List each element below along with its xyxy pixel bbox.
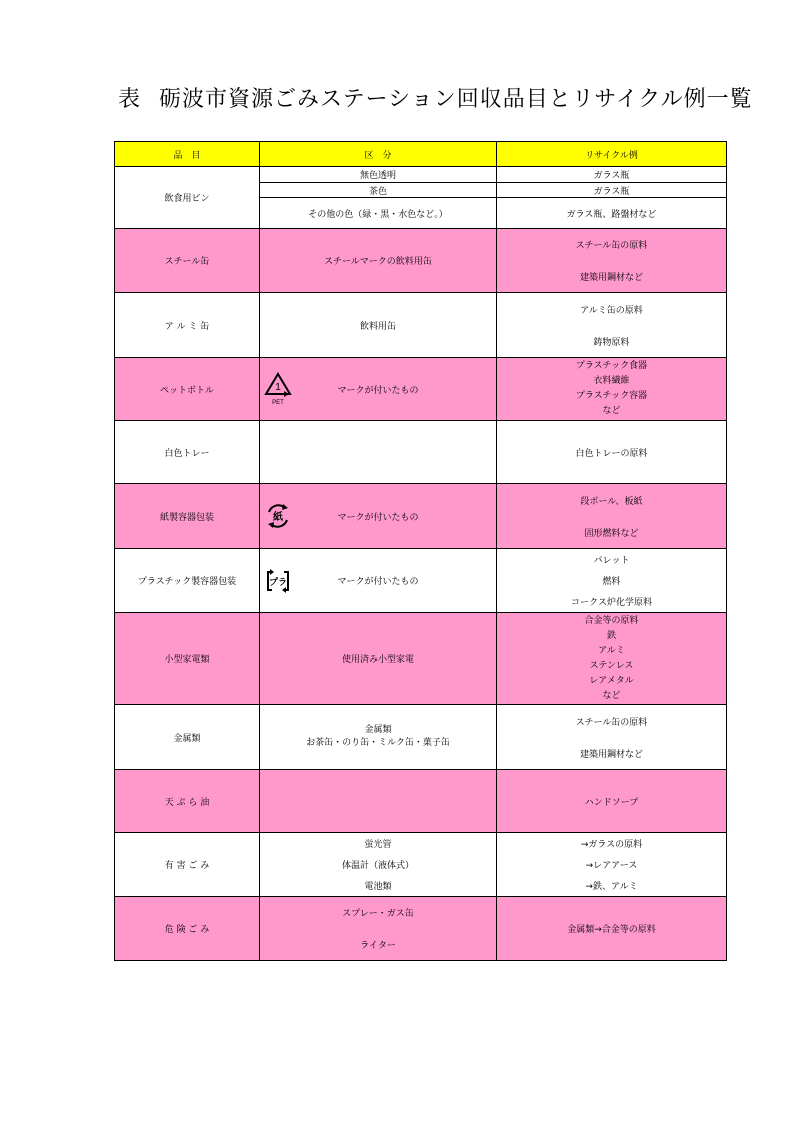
title-prefix: 表 — [118, 87, 142, 112]
table-row — [115, 421, 727, 484]
recycle-line: 固形燃料など — [584, 528, 639, 539]
category-cell — [260, 421, 497, 484]
recycle-line: 鋳物原料 — [593, 337, 630, 348]
category-cell — [260, 770, 497, 833]
category-line: 電池類 — [364, 882, 392, 892]
category-line: お茶缶・のり缶・ミルク缶・菓子缶 — [306, 738, 450, 748]
recycle-cell — [497, 613, 727, 705]
recycle-cell: ガラス瓶 — [497, 183, 727, 198]
recycle-line: など — [602, 406, 621, 416]
item-cell: スチール缶 — [115, 229, 260, 293]
recycle-cell: ガラス瓶、路盤材など — [497, 198, 727, 229]
item-cell: プラスチック製容器包装 — [115, 549, 260, 613]
table-row — [115, 549, 727, 613]
category-cell: 飲料用缶 — [260, 293, 497, 358]
recycle-cell — [497, 358, 727, 421]
table-row — [115, 705, 727, 770]
recycle-line: など — [602, 690, 621, 701]
recycle-cell — [497, 833, 727, 897]
table-row — [115, 167, 727, 183]
recycle-line: →レアアース — [585, 861, 638, 871]
recycle-line: レアメタル — [589, 675, 634, 686]
table-header-row — [115, 142, 727, 167]
header-recycle: リサイクル例 — [497, 142, 727, 167]
recycle-line: パレット — [593, 556, 630, 566]
category-cell — [260, 484, 497, 549]
category-text: マークが付いたもの — [337, 577, 419, 587]
recycle-line: プラスチック食器 — [575, 361, 648, 371]
recycle-line: →ガラスの原料 — [580, 840, 643, 850]
recycle-cell: ハンドソープ — [497, 770, 727, 833]
category-cell — [260, 897, 497, 961]
category-cell: 茶色 — [260, 183, 497, 198]
item-cell: ペットボトル — [115, 358, 260, 421]
pet-mark-label: PET — [272, 400, 284, 406]
recycle-line: 建築用鋼材など — [579, 272, 643, 283]
recycle-line: →鉄、アルミ — [585, 882, 638, 892]
table-row — [115, 897, 727, 961]
recycle-line: 衣料繊維 — [593, 376, 630, 386]
recycle-line: 段ボール、板紙 — [580, 496, 643, 507]
category-cell — [260, 705, 497, 770]
recycle-cell: 白色トレーの原料 — [497, 421, 727, 484]
category-cell — [260, 833, 497, 897]
item-cell: ア ル ミ 缶 — [115, 293, 260, 358]
table-row — [115, 833, 727, 897]
recycle-line: スチール缶の原料 — [575, 717, 648, 728]
category-line: スプレー・ガス缶 — [342, 909, 414, 920]
paper-recycle-mark-icon — [264, 502, 292, 530]
recycle-line: 建築用鋼材など — [579, 749, 643, 760]
category-text: マークが付いたもの — [337, 512, 419, 523]
recycle-line: 合金等の原料 — [584, 615, 639, 626]
recycle-line: 鉄 — [606, 630, 616, 641]
recycle-cell — [497, 549, 727, 613]
item-cell: 危 険 ご み — [115, 897, 260, 961]
category-cell — [260, 549, 497, 613]
table-row — [115, 613, 727, 705]
category-cell: スチールマークの飲料用缶 — [260, 229, 497, 293]
category-cell: その他の色（緑・黒・水色など。） — [260, 198, 497, 229]
item-cell: 白色トレー — [115, 421, 260, 484]
plastic-mark-label: プラ — [268, 577, 288, 588]
item-cell: 有 害 ご み — [115, 833, 260, 897]
recycle-cell — [497, 293, 727, 358]
recycle-cell: 金属類→合金等の原料 — [497, 897, 727, 961]
plastic-recycle-mark-icon — [264, 567, 292, 595]
item-cell: 金属類 — [115, 705, 260, 770]
recycle-cell — [497, 705, 727, 770]
paper-mark-label: 紙 — [273, 512, 283, 523]
table-row — [115, 229, 727, 293]
item-cell: 小型家電類 — [115, 613, 260, 705]
header-category: 区 分 — [260, 142, 497, 167]
recycle-line: スチール缶の原料 — [575, 241, 648, 252]
category-line: 体温計（液体式） — [341, 861, 414, 871]
table-row — [115, 358, 727, 421]
recycle-line: アルミ缶の原料 — [580, 305, 643, 316]
recycle-cell: ガラス瓶 — [497, 167, 727, 183]
category-text: マークが付いたもの — [337, 385, 419, 396]
category-cell — [260, 358, 497, 421]
recycle-line: アルミ — [598, 645, 625, 656]
table-row — [115, 293, 727, 358]
recycle-cell — [497, 484, 727, 549]
category-line: 金属類 — [364, 725, 392, 735]
recycle-cell — [497, 229, 727, 293]
header-item: 品 目 — [115, 142, 260, 167]
recycle-line: 燃料 — [602, 577, 621, 587]
item-cell: 飲食用ビン — [115, 167, 260, 229]
recycle-line: ステンレス — [589, 660, 634, 671]
item-cell: 天 ぷ ら 油 — [115, 770, 260, 833]
recycling-table — [114, 141, 727, 961]
table-row — [115, 770, 727, 833]
recycle-line: プラスチック容器 — [575, 391, 648, 401]
category-cell: 無色透明 — [260, 167, 497, 183]
pet-mark-number: 1 — [275, 382, 281, 393]
category-cell: 使用済み小型家電 — [260, 613, 497, 705]
table-row — [115, 484, 727, 549]
category-line: ライター — [360, 940, 396, 951]
recycle-line: コークス炉化学原料 — [571, 598, 652, 608]
pet-recycle-mark-icon — [264, 371, 292, 407]
title-text: 砺波市資源ごみステーション回収品目とリサイクル例一覧 — [159, 87, 753, 112]
item-cell: 紙製容器包装 — [115, 484, 260, 549]
page-title — [118, 82, 753, 113]
category-line: 蛍光管 — [364, 840, 392, 850]
